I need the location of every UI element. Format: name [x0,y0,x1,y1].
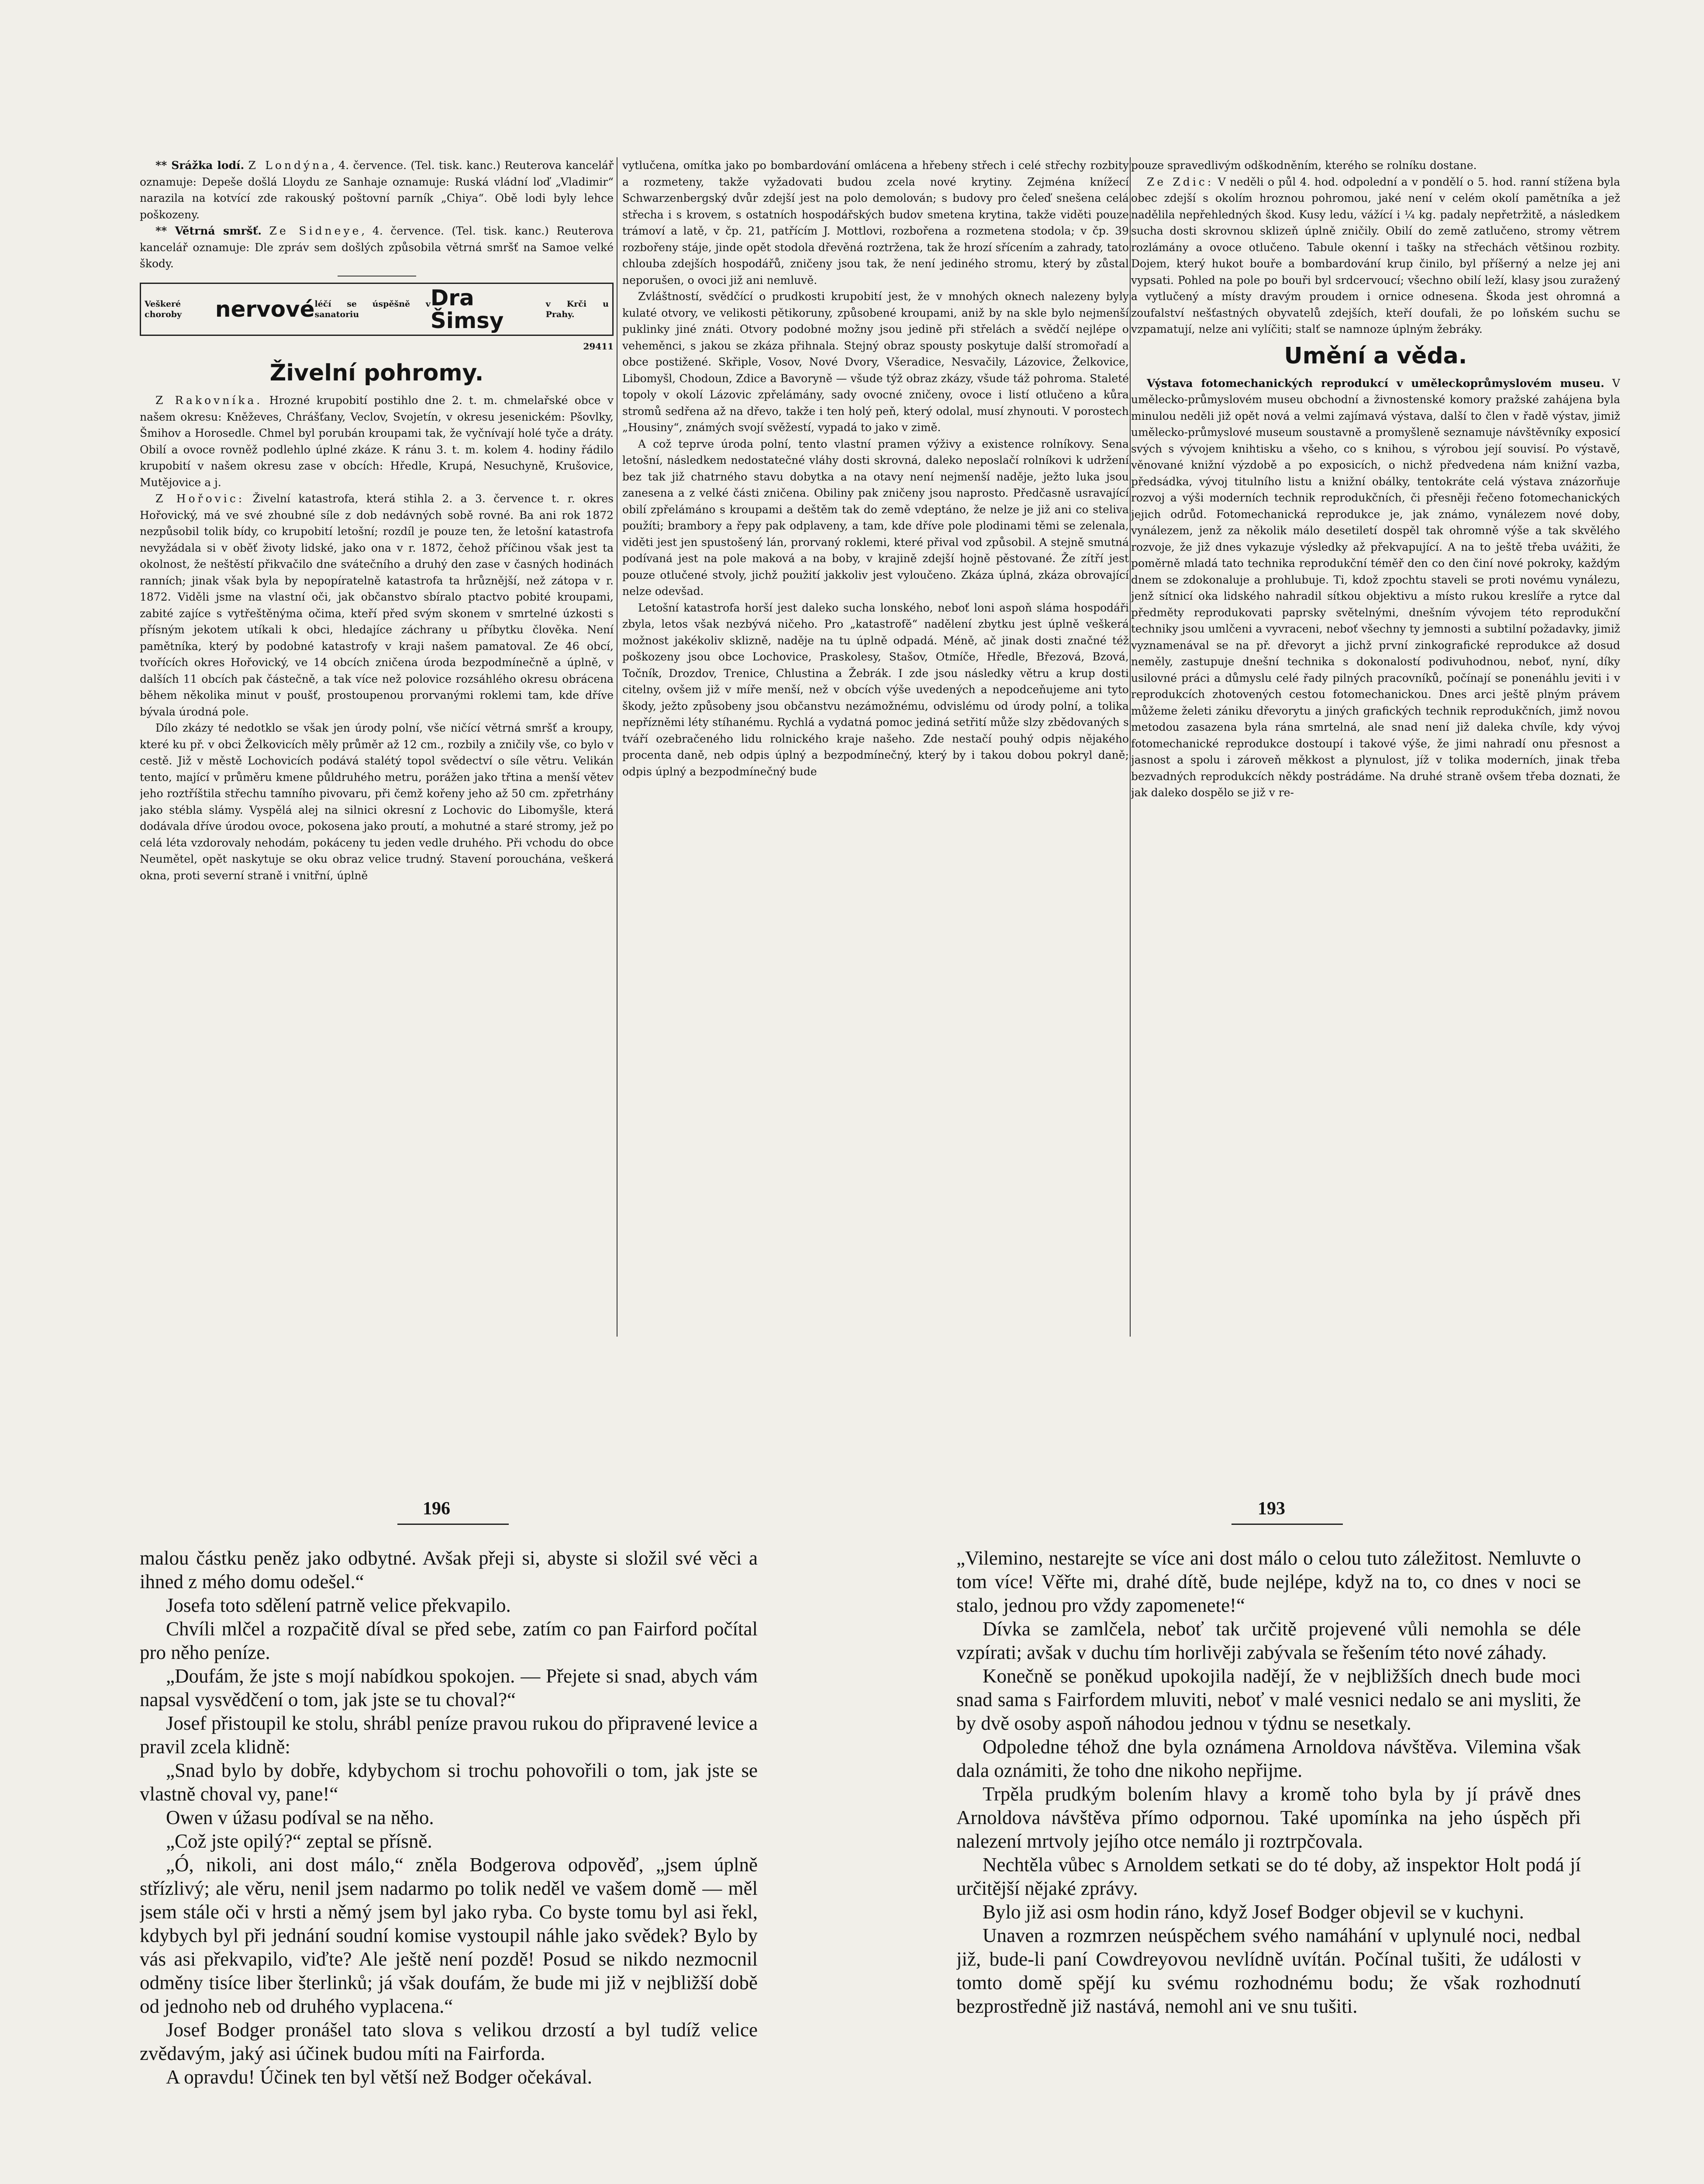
column-rule [1130,157,1131,1337]
novel-paragraph: Josef přistoupil ke stolu, shrábl peníze pravou rukou do připravené levice a pravil zcela klidně: [140,1712,758,1758]
novel-paragraph: Trpěla prudkým bolením hlavy a kromě toho byla by jí právě dnes Arnoldova návštěva přímo odpornou. Také upomínka na jeho úspěch při nalezení mrtvoly jejího otce nemálo ji roztrpčovala. [956,1783,1581,1852]
novel-paragraph: Unaven a rozmrzen neúspěchem svého namáhání v uplynulé noci, nedbal již, bude-li paní Cowdreyovou nevlídně uvítán. Počínal tušiti, že události v tomto domě spějí ku svému rozhodnému bodu; že však rozhodnutí bezprostředně již nastává, nemohl ani ve snu tušiti. [956,1925,1581,2017]
novel-paragraph: Josefa toto sdělení patrně velice překvapilo. [166,1594,511,1616]
ad-mid-small: léčí se úspěšně v sanatoriu [314,299,431,319]
novel-right-page [956,1546,1581,2184]
novel-paragraph: Josef Bodger pronášel tato slova s velikou drzostí a byl tudíž velice zvědavým, jaký asi účinek budou míti na Fairforda. [140,2019,758,2064]
page-number-rule [1231,1524,1343,1525]
novel-left-page [140,1546,758,2184]
sanatorium-advertisement [140,283,614,336]
novel-paragraph: „Snad bylo by dobře, kdybychom si trochu pohovořili o tom, jak jste se vlastně choval vy, pane!“ [140,1759,758,1805]
section-heading-disasters: Živelní pohromy. [269,360,484,386]
newspaper-column-2 [622,157,1129,1332]
ad-number: 29411 [583,341,614,352]
news-paragraph: A což teprve úroda polní, tento vlastní pramen výživy a existence rolníkovy. Sena letošní, následkem nedostatečné vláhy dosti skrovná, daleko neposlačí rolníkovi k udržení bez tak již chatrného stavu dobytka a na otavy není nejmenší naděje, ježto luka jsou zanesena a z velké části zničena. Obiliny pak zničeny jsou naprosto. Předčasně usravající obilí zpřelámáno s kroupami a deštěm tak do země vdeptáno, že nelze je již ani co steliva použíti; brambory a řepy pak odplaveny, a tam, kde dříve pole plodinami těmi se zelenala, viděti jest jen spustošený lán, prorvaný roklemi, které přival vod způsobil. A stejně smutná podívaná jest na pole maková a na boby, v krajině zdejší hojně pěstované. Že zítří jest pouze otlučené stvoly, jichž použití jakkoliv jest vyloučeno. Zkáza úplná, zkáza obrovající nelze odevšad. [622,437,1129,598]
novel-paragraph: Nechtěla vůbec s Arnoldem setkati se do té doby, až inspektor Holt podá jí určitější nějaké zprávy. [956,1854,1581,1899]
news-item-collision: ** Srážka lodí. Z Londýna, 4. července. (Tel. tisk. kanc.) Reuterova kancelář oznamuje: Depeše došlá Lloydu ze Sanhaje oznamuje: Ruská vládní loď „Vladimir“ narazila na kotvící zde rakouský poštovní parník „Chiya“. Obě lodi byly lehce poškozeny. [140,159,614,221]
news-item-exhibition: Výstava fotomechanických reprodukcí v uměleckoprůmyslovém museu. V umělecko-průmyslovém museu obchodní a živnostenské komory pražské zahájena byla minulou neděli již opět nová a velmi zajímavá výstava, další to člen v řadě výstav, jimiž umělecko-průmyslové museum soustavně a promyšleně seznamuje návštěvníky exposicí svých s vývojem knihtisku a všeho, co s knihou, s výrobou její souvisí. Po výstavě, věnované knižní výzdobě a po exposicích, o nichž předvedena nám knižní vazba, předsádka, vývoj titulního listu a knižní obálky, tentokráte celá výstava znázorňuje rozvoj a výši moderních technik reprodukčních, či přesněji řečeno fotomechanických jejich odrůd. Fotomechanická reprodukce je, jak známo, vynálezem nové doby, vynálezem, jenž za několik málo desetiletí dospěl tak ohromně výše a tak skvělého rozvoje, že již dnes vykazuje výsledky až překvapující. A na to ještě třeba uvážiti, že poměrně mladá tato technika reprodukční téměř den co den činí nové pokroky, každým dnem se zdokonaluje a prohlubuje. Ti, kdož zpochtu staveli se proti novému vynálezu, jenž sítnicí oka lidského nahradil sítkou objektivu a místo rukou kreslíře a rytce dal předměty reprodukovati paprsky světelnými, dnešním vývojem této reprodukční techniky jsou umlčeni a vyvraceni, neboť všechny ty jemnosti a subtilní požadavky, jimiž vyznamenával se na př. dřevoryt a jichž první zinkografické reprodukce až dosud neměly, zastupuje dnešní technika s dokonalostí podivuhodnou, neboť, nyní, díky usilovné práci a důmyslu celé řady pilných pracovníků, počínají se ponenáhlu jeviti i v reprodukcích zhotovených cestou fotomechanickou. Dnes arci ještě plným právem můžeme želeti zániku dřevorytu a jiných grafických technik reprodukčních, jimž novou metodou zasazena byla rána smrtelná, ale snad není již daleka chvíle, kdy vývoj fotomechanické reprodukce dostoupí i takové výše, že jimi nahradí onu přesnost a jasnost a spolu i zároveň měkkost a plynulost, jíž v tolika moderních, jinak třeba bezvadných reprodukcích někdy postrádáme. Na druhé straně ovšem třeba doznati, že jak daleko dospělo se již v re- [1131,377,1620,799]
novel-paragraph: Odpoledne téhož dne byla oznámena Arnoldova návštěva. Vilemina však dala oznámiti, že toho dne nikoho nepřijme. [956,1736,1581,1781]
news-continued: pouze spravedlivým odškodněním, kterého se rolníku dostane. [1131,159,1477,172]
novel-paragraph: Dívka se zamlčela, neboť tak určitě projevené vůli nemohla se déle vzpírati; avšak v duchu tím horlivěji zabývala se řešením této nové záhady. [956,1618,1581,1663]
news-paragraph: Zvláštností, svědčící o prudkosti krupobití jest, že v mnohých oknech nalezeny byly kulaté otvory, ve velikosti pětikoruny, způsobené kroupami, aniž by na skle bylo nejmenší puklinky jiné znáti. Otvory podobné možny jsou jedině při střelách a svědčí nejlépe o veheměnci, s jakou se zkáza přihnala. Stejný obraz spousty poskytuje další stromořadí a obce postižené. Skřiple, Vosov, Nové Dvory, Všeradice, Nesvačily, Lázovice, Želkovice, Libomyšl, Chodoun, Zdice a Bavoryně — všude týž obraz zkázy, všude táž pohroma. Staleté topoly v okolí Lázovic zpřelámány, sady ovocné zničeny, ovoce i listí otlučeno a kůra stromů sedřena až na dřevo, takže i ten holý peň, který odolal, musí zhynouti. V porostech „Housiny“, známých svojí svěžestí, vypadá to jako v zimě. [622,290,1129,434]
ad-location: v Krči u Prahy. [545,299,609,319]
ad-nervove: nervové [215,296,315,322]
novel-paragraph: malou částku peněz jako odbytné. Avšak přeji si, abyste si složil své věci a ihned z mého domu odešel.“ [140,1547,758,1593]
novel-paragraph: Konečně se poněkud upokojila nadějí, že v nejbližších dnech bude moci snad sama s Fairfordem mluviti, neboť v malé vesnici nedalo se ani mysliti, že by dvě osoby aspoň náhodou jednou v týdnu se nesetkaly. [956,1665,1581,1734]
right-page-number: 193 [1258,1499,1285,1519]
novel-paragraph: „Doufám, že jste s mojí nabídkou spokojen. — Přejete si snad, abych vám napsal vysvědčení o tom, jak jste se tu choval?“ [140,1665,758,1711]
novel-paragraph: A opravdu! Účinek ten byl větší než Bodger očekával. [166,2066,592,2088]
left-page-number: 196 [423,1499,450,1519]
novel-paragraph: „Což jste opilý?“ zeptal se přísně. [166,1830,432,1852]
news-item-storm: ** Větrná smršť. Ze Sidneye, 4. července. (Tel. tisk. kanc.) Reuterova kancelář oznamuje: Dle zpráv sem došlých způsobila větrná smršť na Samoe velké škody. [140,225,614,270]
newspaper-column-3 [1131,157,1620,1332]
page-number-rule [397,1524,509,1525]
novel-paragraph: Chvíli mlčel a rozpačitě díval se před sebe, zatím co pan Fairford počítal pro něho peníze. [140,1618,758,1663]
ad-left-text: Veškeré choroby [145,299,182,319]
news-item-horovice: Z Hořovic: Živelní katastrofa, která stihla 2. a 3. července t. r. okres Hořovický, má ve své zhoubné síle z dob nedávných sobě rovné. Ba ani rok 1872 nezpůsobil tolik bídy, co krupobití letošní; rozdíl je pouze ten, že letošní katastrofa nevyžádala si v oběť životy lidské, jako ona v r. 1872, čehož příčinou však jest ta okolnost, že neštěstí přikvačilo dne svátečního a druhý den zase v časných hodinách ranních; jinak však byla by nepopíratelně katastrofa ta hrůznější, než zátopa v r. 1872. Viděli jsme na vlastní oči, jak občanstvo sbíralo ptactvo pobité kroupami, zabité zajíce s vytřeštěnýma očima, kteří před svým skonem v smrtelné úzkosti s přísným jekotem utíkali k obci, hledajíce záchrany u příbytku člověka. Není pamětníka, který by podobné katastrofy v kraji našem pamatoval. Ze 46 obcí, tvořících okres Hořovický, ve 14 obcích zničena úroda bezpodmínečně a úplně, v dalších 11 obcích pak částečně, a tak více než polovice rozsáhlého okresu obrácena během několika minut v poušť, prostoupenou prorvanými roklemi tam, kde dříve bývala úrodná pole. [140,492,614,718]
section-heading-art-science: Umění a věda. [1284,342,1467,369]
news-item-horovice-cont: Dílo zkázy té nedotklo se však jen úrody polní, vše ničící větrná smršť a kroupy, které ku př. v obci Želkovicích měly průměr až 12 cm., rozbily a zničily vše, co bylo v cestě. Již v městě Lochovicích podává stalétý topol svědectví o síle větru. Velikán tento, mající v průměru kmene půldruhého metru, porážen jako třtina a menší větev jeho roztříštila střechu tamního pivovaru, při čemž kořeny jeho až 50 cm. zpřetrhány jako stébla slámy. Vyspělá alej na silnici okresní z Lochovic do Libomyšle, která dodávala dříve úrodou ovoce, pokosena jako proutí, a mohutné a staré stromy, jež po celá léta vzdorovaly nehodám, pokáceny tu jeden vedle druhého. Při vchodu do obce Neumětel, opět naskytuje se oku obraz velice trudný. Stavení porouchána, veškerá okna, proti severní straně i vnitřní, úplně [140,722,614,882]
ad-dra-simsy: Dra Šimsy [430,285,504,333]
novel-paragraph: „Ó, nikoli, ani dost málo,“ zněla Bodgerova odpověď, „jsem úplně střízlivý; ale věru, nenil jsem nadarmo po tolik neděl ve vašem domě — měl jsem stále oči v hrsti a němý jsem byl jako ryba. Co byste tomu byl asi řekl, kdybych byl při jednání soudní komise vystoupil náhle jako svědek? Bylo by vás asi překvapilo, viďte? Ale ještě není pozdě! Posud se nikdo nezmocnil odměny tisíce liber šterlinků; já však doufám, že bude mi již v nejbližší době od jednoho neb od druhého vyplacena.“ [140,1854,758,2017]
novel-paragraph: Owen v úžasu podíval se na něho. [166,1807,434,1828]
news-continued: vytlučena, omítka jako po bombardování omlácena a hřebeny střech i celé střechy rozbity a rozmeteny, takže vyžadovati budou zcela nové krytiny. Zejména knížecí Schwarzenbergský dvůr zdejší jest na polo demolován; s budovy pro čeleď snešena celá střecha i s krovem, s ostatních hospodářských budov smetena krytina, takže viděti pouze trámoví a latě, v čp. 21, patřícím J. Mottlovi, rozbořena a rozmetena stodola; v čp. 39 rozbořeny stáje, jinde opět stodola dřevěná roztržena, tak že hrozí sřícením a zahrady, tato chlouba zdejších hospodářů, zničeny jsou tak, že není jediného stromu, který by zůstal neporušen, o ovoci již ani nemluvě. [622,159,1129,287]
news-item-rakovnik: Z Rakovníka. Hrozné krupobití postihlo dne 2. t. m. chmelařské obce v našem okresu: Kněževes, Chrášťany, Veclov, Svojetín, v okresu jesenickém: Pšovlky, Šmihov a Horosedle. Chmel byl porubán kroupami tak, že vyčnívají holé tyče a dráty. Obilí a ovoce rovněž podlehlo úplné zkáze. K ránu 3. t. m. kolem 4. hodiny řádilo krupobití v našem okresu zase v obcích: Hředle, Krupá, Nesuchyně, Krušovice, Mutějovice a j. [140,394,614,489]
novel-paragraph: Bylo již asi osm hodin ráno, když Josef Bodger objevil se v kuchyni. [983,1901,1524,1923]
news-paragraph: Letošní katastrofa horší jest daleko sucha lonského, neboť loni aspoň sláma hospodáři zbyla, letos však nezbývá ničeho. Pro „katastrofě“ nadělení zbytku jest úplně veškerá možnost jakékoliv sklizně, naděje na tu úplně odpadá. Méně, ač jinak dosti značné též poškozeny jsou obce Lochovice, Praskolesy, Stašov, Otmíče, Hředle, Březová, Bzová, Točník, Drozdov, Trenice, Chlustina a Žebrák. I zde jsou následky větru a krup dosti citelny, ovšem již v míře menší, než v obcích výše uvedených a nepodceňujeme ani tyto škody, ježto způsobeny jsou občanstvu nezámožnému, odvislému od úrody polní, a tolika nepřízněmi léty stíhanému. Rychlá a vydatná pomoc jediná setřití může slzy zbědovaných s tváří ozebračeného lidu rolnického kraje našeho. Zde nestačí pouhý odpis nějakého procenta daně, neb odpis úplný a bezpodmínečný, který by i takou dobou pokryl daně; odpis úplný a bezpodmínečný bude [622,601,1129,778]
newspaper-column-1 [140,157,614,1332]
novel-paragraph: „Vilemino, nestarejte se více ani dost málo o celou tuto záležitost. Nemluvte o tom více! Věřte mi, drahé dítě, bude nejlépe, když na to, co dnes v noci se stalo, jednou pro vždy zapomenete!“ [956,1547,1581,1616]
news-item-zdice: Ze Zdic: V neděli o půl 4. hod. odpolední a v pondělí o 5. hod. ranní stížena byla obec zdejší s okolím hroznou pohromou, jaké není v celém okolí pamětníka a jež nadělila nepřehledných škod. Kusy ledu, vážící i ¼ kg. padaly nepřetržitě, a následkem sucha dosti skrovnou sklizeň úplně zničily. Obilí do země zatlučeno, stromy větrem rozlámány a ovoce otlučeno. Tabule okenní i tašky na střechách většinou rozbity. Dojem, který hukot bouře a bombardování krup činilo, byl příšerný a nelze jej ani vypsati. Pohled na pole po bouři byl srdcervoucí; všechno obilí leží, klasy jsou zuražený a vytlučený a místy dravým proudem i ornice odnesena. Škoda jest ohromná a zoufalství nešťastných obyvatelů zdejších, kteří doufali, že po loňském suchu se vzpamatují, nelze ani vylíčiti; stalť se namnoze úplným žebráky. [1131,175,1620,335]
